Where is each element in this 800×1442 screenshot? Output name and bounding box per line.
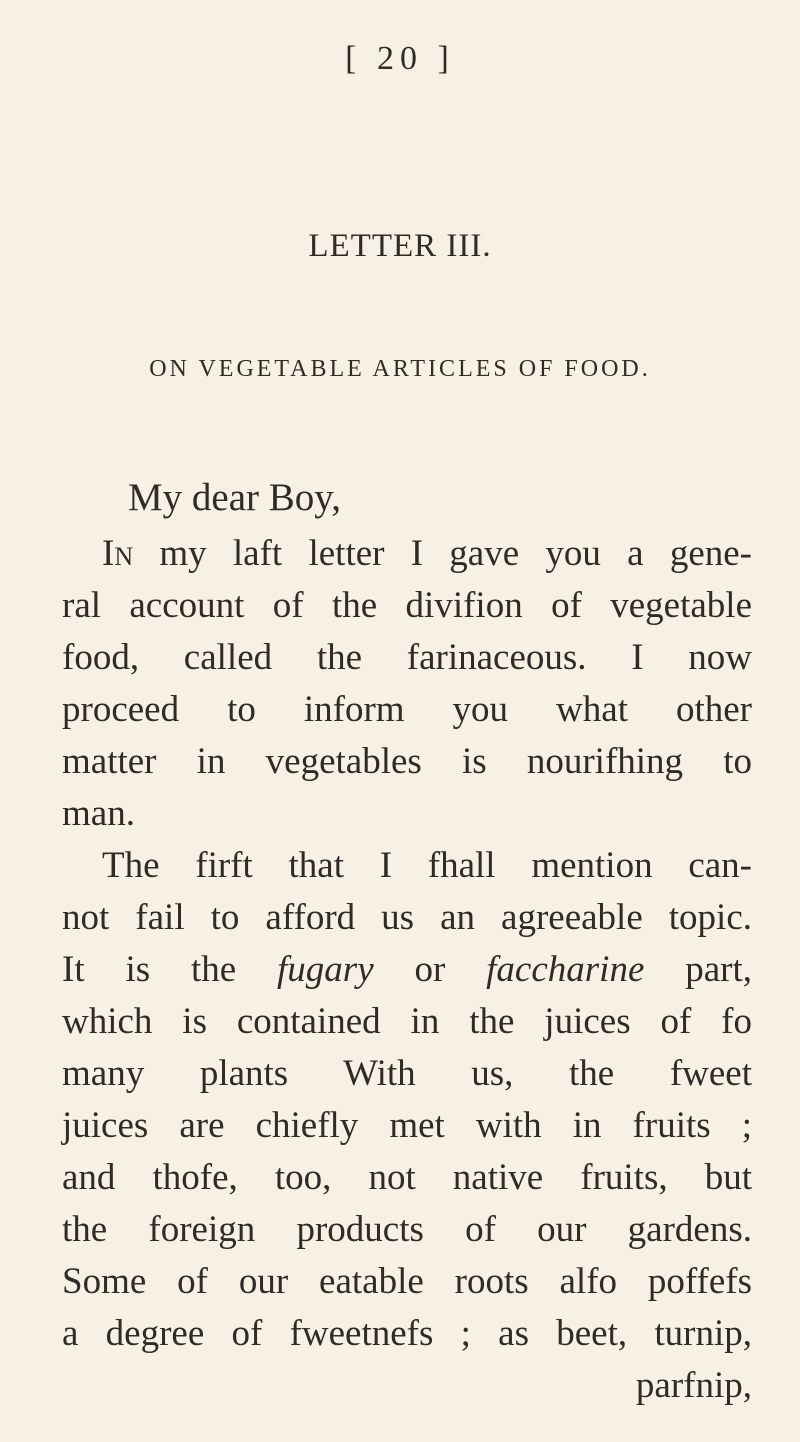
salutation: My dear Boy,	[128, 476, 342, 519]
chapter-subtitle: ON VEGETABLE ARTICLES OF FOOD.	[149, 356, 651, 382]
text-line: the foreign products of our gardens.	[62, 1209, 752, 1250]
page-number: [ 20 ]	[345, 40, 455, 77]
italic-term: fugary	[277, 949, 374, 990]
text-span: It is the	[62, 949, 278, 990]
text-line: proceed to inform you what other	[62, 689, 752, 730]
text-line: and thofe, too, not native fruits, but	[62, 1157, 752, 1198]
text-line: matter in vegetables is nourifhing to	[62, 741, 752, 782]
text-line: many plants With us, the fweet	[62, 1053, 752, 1094]
text-line: which is contained in the juices of fo	[62, 1001, 752, 1042]
text-line: juices are chiefly met with in fruits ;	[62, 1105, 752, 1146]
text-line	[62, 946, 752, 994]
text-span: my laft letter I gave you a gene-	[133, 533, 752, 574]
text-line: not fail to afford us an agreeable topic.	[62, 897, 752, 938]
text-span: part,	[644, 949, 752, 990]
text-line	[102, 530, 752, 578]
text-line: a degree of fweetnefs ; as beet, turnip,	[62, 1313, 752, 1354]
text-line: The firft that I fhall mention can-	[102, 845, 752, 886]
text-line: man.	[62, 793, 135, 834]
catchword: parfnip,	[635, 1365, 752, 1406]
text-span: or	[373, 949, 487, 990]
text-line: Some of our eatable roots alfo poffefs	[62, 1261, 752, 1302]
letter-title: LETTER III.	[308, 228, 492, 264]
lead-word: In	[102, 533, 134, 574]
text-line: food, called the farinaceous. I now	[62, 637, 752, 678]
text-line: ral account of the divifion of vegetable	[62, 585, 752, 626]
italic-term: faccharine	[486, 949, 645, 990]
